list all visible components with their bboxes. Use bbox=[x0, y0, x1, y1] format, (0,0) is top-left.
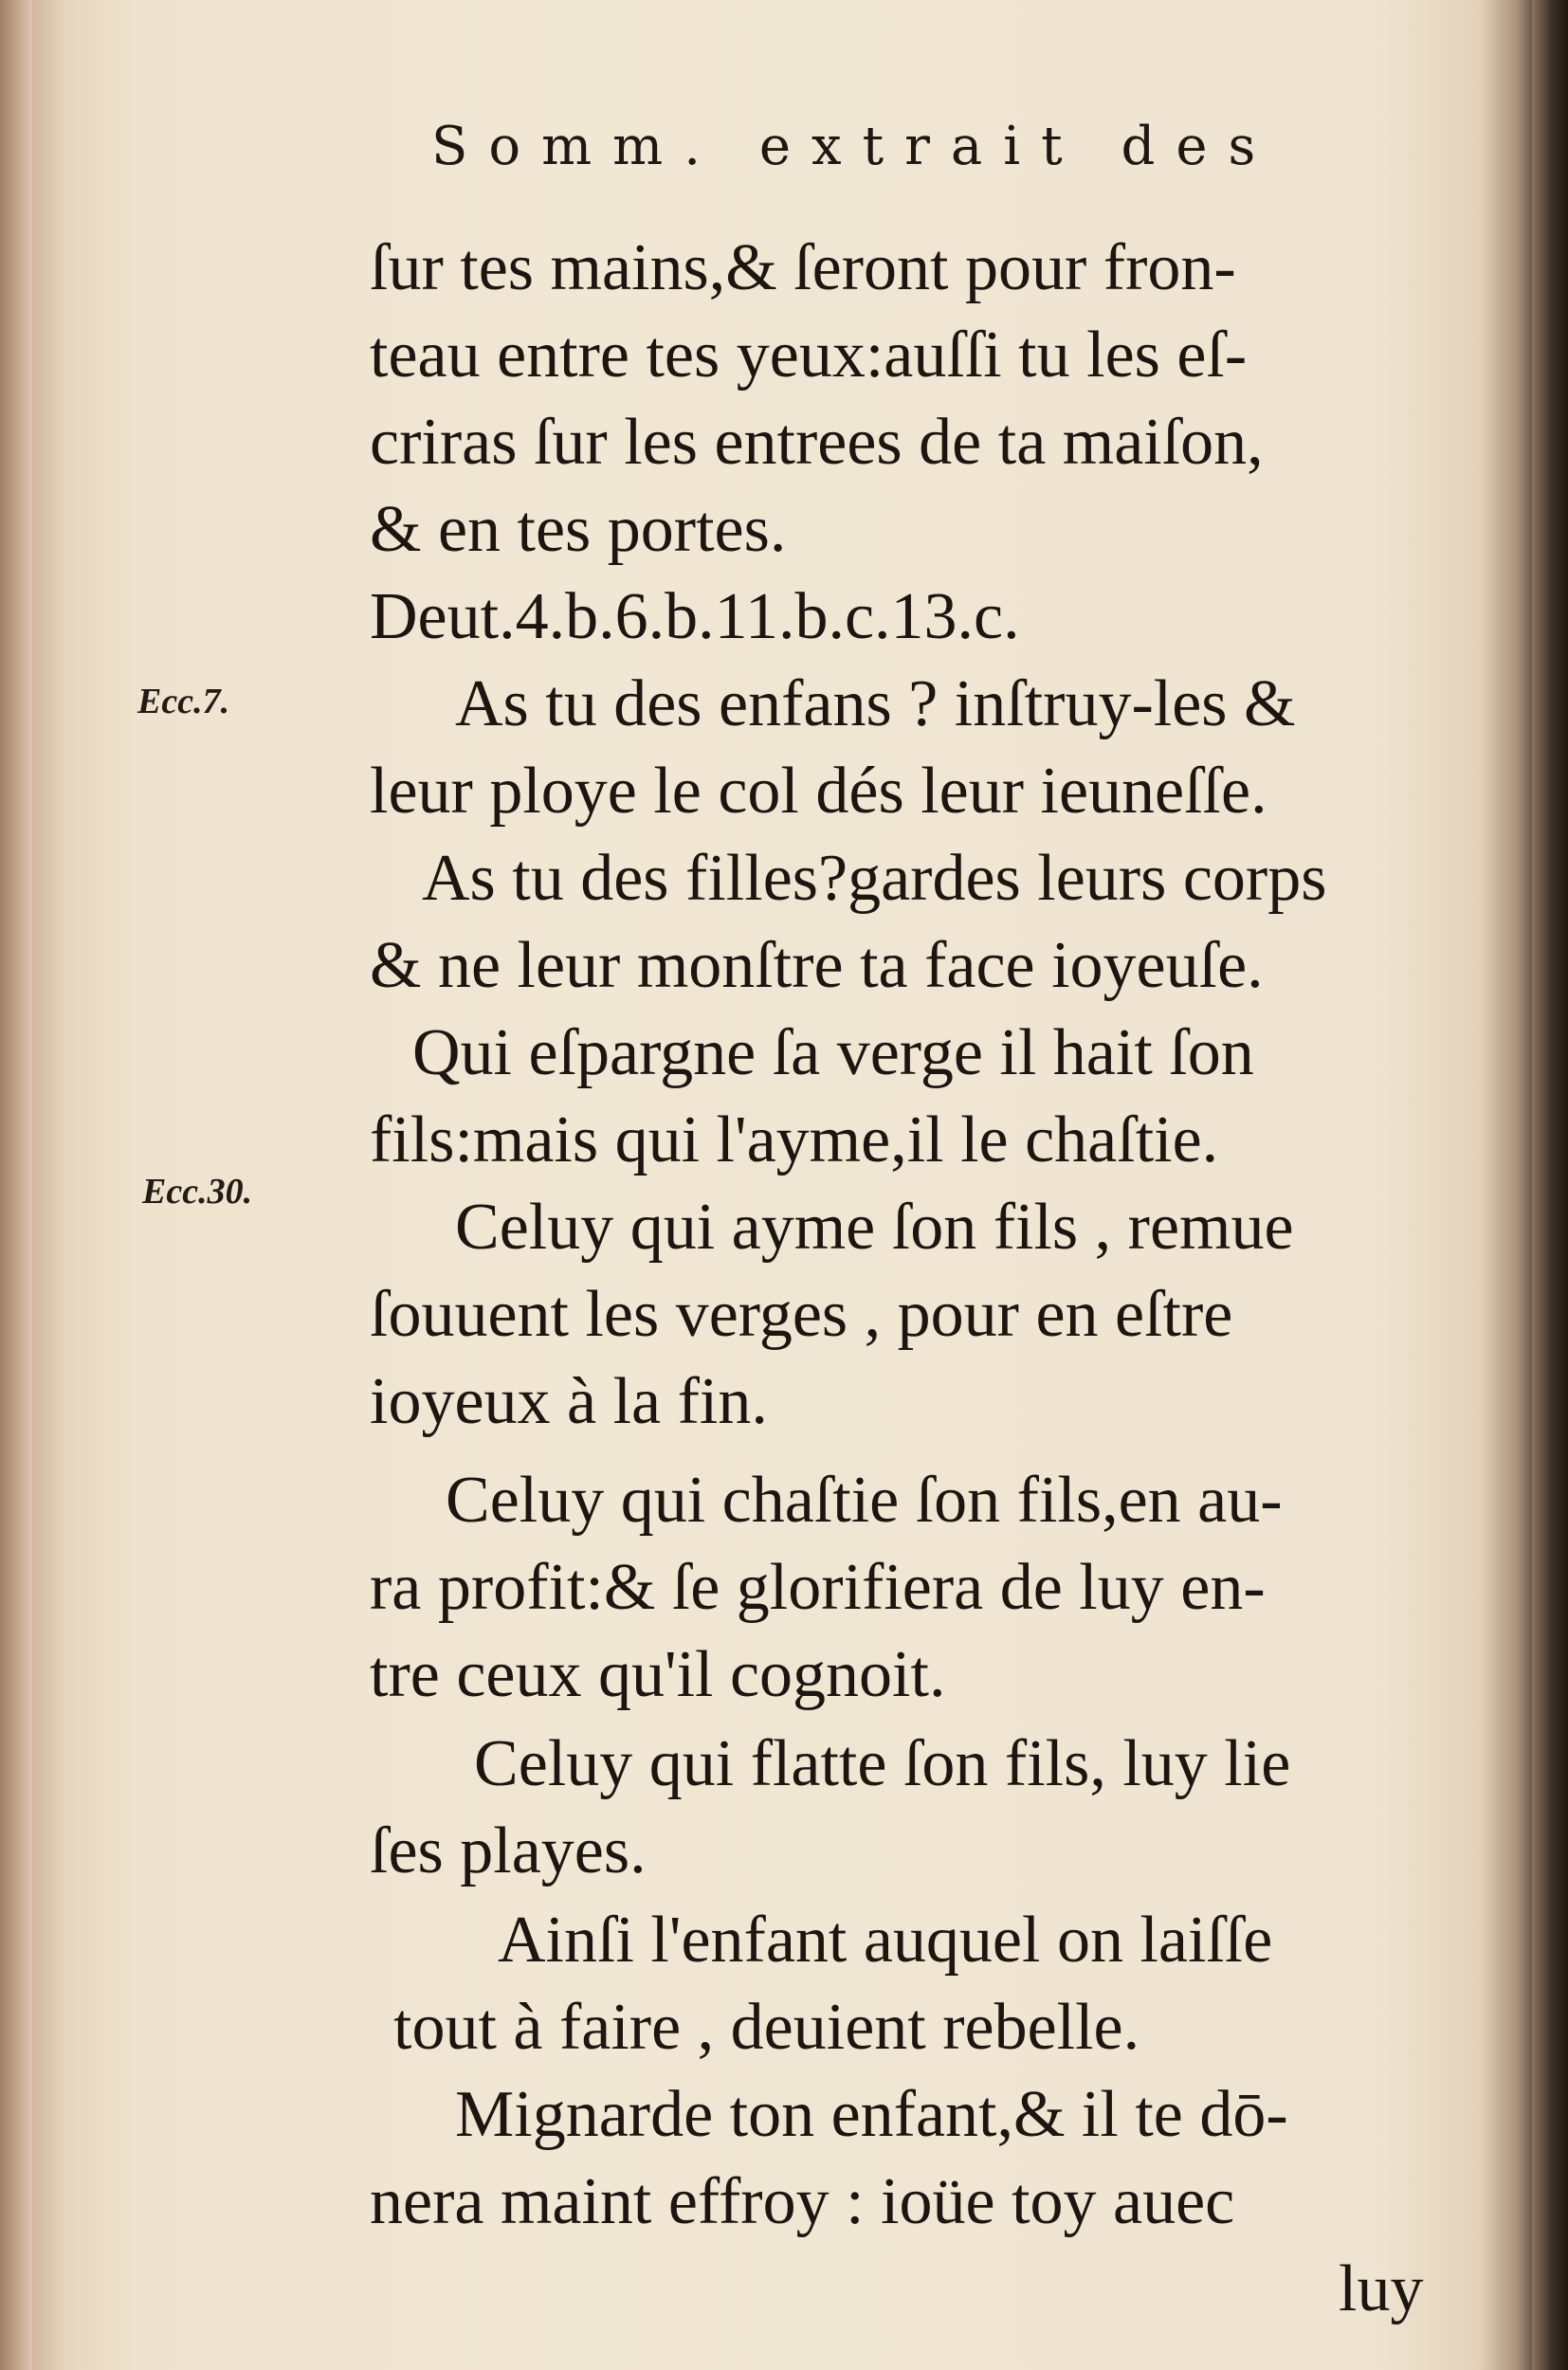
text-line: ioyeux à la fin. bbox=[370, 1365, 768, 1438]
text-line: Mignarde ton enfant,& il te dō- bbox=[455, 2078, 1288, 2151]
text-line: As tu des enfans ? inſtruy-les & bbox=[455, 667, 1296, 740]
text-line: teau entre tes yeux:auſſi tu les eſ- bbox=[370, 319, 1248, 392]
text-line: As tu des filles?gardes leurs corps bbox=[422, 842, 1327, 915]
text-line: ſur tes mains,& ſeront pour fron- bbox=[370, 231, 1236, 304]
text-line: & ne leur monſtre ta face ioyeuſe. bbox=[370, 929, 1264, 1002]
page-edge-right bbox=[1532, 0, 1568, 2370]
text-line: criras ſur les entrees de ta maiſon, bbox=[370, 406, 1264, 479]
text-line: ſes playes. bbox=[370, 1814, 647, 1887]
text-line: leur ploye le col dés leur ieuneſſe. bbox=[370, 755, 1267, 828]
text-line: tre ceux qu'il cognoit. bbox=[370, 1638, 946, 1711]
text-line: ſouuent les verges , pour en eſtre bbox=[370, 1278, 1233, 1351]
text-line: Celuy qui flatte ſon fils, luy lie bbox=[474, 1727, 1291, 1800]
page-edge-left bbox=[0, 0, 32, 2370]
text-line: Qui eſpargne ſa verge il hait ſon bbox=[412, 1016, 1254, 1089]
margin-note: Ecc.7. bbox=[137, 682, 230, 721]
text-line: tout à faire , deuient rebelle. bbox=[393, 1991, 1140, 2064]
text-line: & en tes portes. bbox=[370, 493, 787, 566]
text-line: fils:mais qui l'ayme,il le chaſtie. bbox=[370, 1103, 1219, 1176]
catchword: luy bbox=[1339, 2252, 1424, 2325]
text-line: ra profit:& ſe glorifiera de luy en- bbox=[370, 1551, 1266, 1624]
running-head: Somm. extrait des bbox=[431, 116, 1277, 177]
margin-note: Ecc.30. bbox=[142, 1172, 253, 1212]
text-line: Celuy qui ayme ſon fils , remue bbox=[455, 1191, 1294, 1264]
text-line: nera maint effroy : ioüe toy auec bbox=[370, 2165, 1235, 2238]
text-line: Deut.4.b.6.b.11.b.c.13.c. bbox=[370, 580, 1020, 653]
text-line: Ainſi l'enfant auquel on laiſſe bbox=[498, 1904, 1273, 1977]
text-line: Celuy qui chaſtie ſon fils,en au- bbox=[446, 1464, 1283, 1537]
